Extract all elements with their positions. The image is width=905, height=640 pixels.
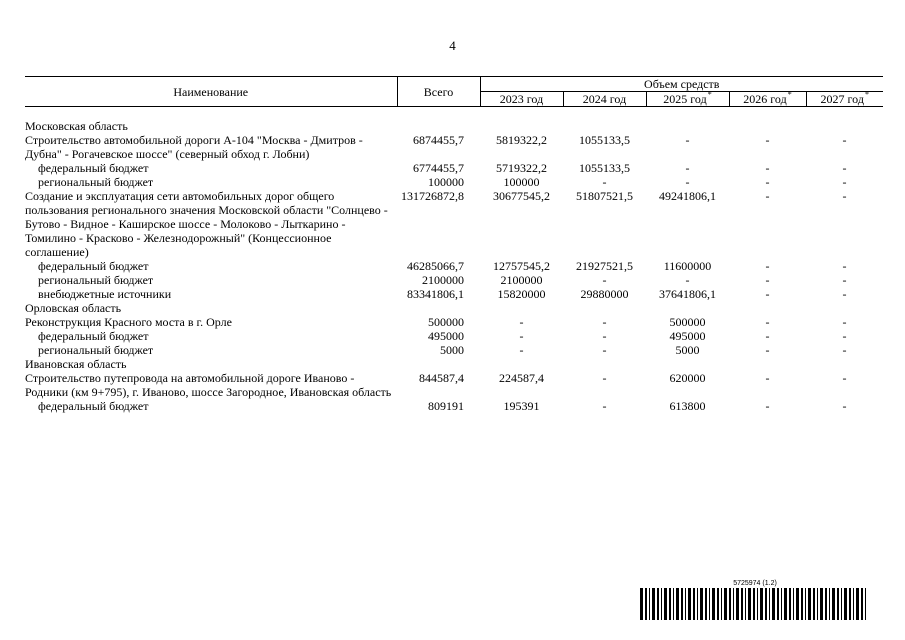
funding-source-row [25,259,883,273]
year-cell: 100000 [503,175,540,189]
funding-source-row [25,287,883,301]
year-header-2026 [729,92,806,107]
year-cell: 29880000 [580,287,629,301]
year-cell: - [842,259,847,273]
footnote-mark: * [707,90,712,99]
year-cell: 195391 [503,399,540,413]
total-cell [397,357,480,371]
total-cell: 83341806,1 [407,287,464,301]
row-label: региональный бюджет [38,273,154,287]
year-cell: - [602,315,607,329]
year-cell: - [842,343,847,357]
year-cell: - [765,273,770,287]
spacer-row [25,107,883,120]
year-cell [729,357,806,371]
total-cell: 844587,4 [419,371,464,385]
year-cell: 5819322,2 [496,133,547,147]
volume-column-header: Объем средств [480,77,883,92]
funding-source-row [25,329,883,343]
total-cell: 6874455,7 [413,133,464,147]
project-row [25,371,883,399]
year-header-2023 [480,92,563,107]
year-cell: - [842,315,847,329]
total-cell [397,119,480,133]
year-cell: - [842,133,847,147]
region-row [25,357,883,371]
year-label: 2027 год [820,92,864,106]
year-cell: - [519,343,524,357]
project-row [25,315,883,329]
project-row [25,133,883,161]
document-stamp [640,580,870,620]
funding-source-row [25,399,883,413]
year-cell: - [765,133,770,147]
funding-table [25,76,883,413]
footnote-mark: * [787,90,792,99]
year-cell: 620000 [669,371,706,385]
row-label: внебюджетные источники [38,287,172,301]
total-cell: 2100000 [422,273,464,287]
year-cell: - [765,399,770,413]
header-row-top [25,77,883,92]
year-cell: 2100000 [500,273,543,287]
year-cell: - [685,273,690,287]
row-label: региональный бюджет [38,343,154,357]
year-cell: - [842,161,847,175]
total-cell: 500000 [428,315,464,329]
year-label: 2026 год [743,92,787,106]
project-row [25,189,883,259]
year-cell: - [602,371,607,385]
region-row [25,119,883,133]
year-cell: - [519,315,524,329]
year-cell: - [685,175,690,189]
year-cell [806,119,883,133]
year-cell: - [765,161,770,175]
year-cell: - [765,329,770,343]
total-cell: 6774455,7 [413,161,464,175]
year-cell: 12757545,2 [493,259,550,273]
year-cell: - [685,161,690,175]
year-cell: 613800 [669,399,706,413]
year-cell: - [765,189,770,203]
row-label: Московская область [25,119,128,133]
total-cell: 131726872,8 [401,189,464,203]
year-cell: - [842,329,847,343]
year-cell [646,301,729,315]
region-row [25,301,883,315]
year-cell: - [685,133,690,147]
year-cell: 500000 [669,315,706,329]
year-label: 2025 год [663,92,707,106]
row-label: федеральный бюджет [38,329,149,343]
year-cell: - [602,329,607,343]
year-cell: 15820000 [497,287,546,301]
year-cell [480,357,563,371]
year-cell: 5000 [675,343,700,357]
year-cell: - [765,287,770,301]
total-cell: 46285066,7 [407,259,464,273]
funding-source-row [25,343,883,357]
year-cell: 11600000 [663,259,712,273]
row-label: Ивановская область [25,357,127,371]
year-cell [480,119,563,133]
year-cell: 30677545,2 [493,189,550,203]
year-cell: - [842,189,847,203]
funding-source-row [25,161,883,175]
year-cell [646,119,729,133]
total-cell: 809191 [428,399,464,413]
total-cell [397,301,480,315]
funding-source-row [25,175,883,189]
year-cell: - [519,329,524,343]
total-cell: 495000 [428,329,464,343]
year-cell: 1055133,5 [579,133,630,147]
year-cell: - [842,371,847,385]
total-cell: 5000 [440,343,464,357]
year-label: 2023 год [499,92,544,106]
row-label: федеральный бюджет [38,259,149,273]
footnote-mark: * [864,90,869,99]
year-cell: 51807521,5 [576,189,633,203]
year-header-2027 [806,92,883,107]
year-cell [563,301,646,315]
year-cell [729,119,806,133]
year-cell: - [765,315,770,329]
row-label: региональный бюджет [38,175,154,189]
year-cell: - [602,399,607,413]
year-cell: - [602,343,607,357]
year-cell [646,357,729,371]
page-number: 4 [449,38,456,53]
year-cell: 21927521,5 [576,259,633,273]
year-cell: - [602,273,607,287]
barcode-icon [640,588,870,620]
year-cell [729,301,806,315]
year-cell: - [602,175,607,189]
year-cell: 495000 [669,329,706,343]
year-cell: - [842,287,847,301]
year-cell: - [765,343,770,357]
stamp-code: 5725974 (1.2) [733,580,777,587]
year-cell: - [765,371,770,385]
year-cell: 224587,4 [499,371,544,385]
year-cell: - [842,175,847,189]
funding-source-row [25,273,883,287]
row-label: федеральный бюджет [38,161,149,175]
row-label: Орловская область [25,301,122,315]
year-cell: 37641806,1 [659,287,716,301]
row-label: Строительство автомобильной дороги А-104 "Москва - Дмитров - Дубна" - Рогачевское шоссе" (северный обход г. Лобни) [25,133,363,161]
year-cell: - [842,399,847,413]
row-label: федеральный бюджет [38,399,149,413]
year-cell [563,357,646,371]
name-column-header: Наименование [25,77,397,107]
year-cell: - [842,273,847,287]
year-cell: - [765,175,770,189]
year-cell [480,301,563,315]
row-label: Реконструкция Красного моста в г. Орле [25,315,232,329]
year-label: 2024 год [582,92,627,106]
row-label: Создание и эксплуатация сети автомобильных дорог общего пользования регионального значения Московской области "Солнцево - Бутово - Видное - Каширское шоссе - Молоково - Лыткарино - Томилино - Красково - Железнодорожный" (Концессионное соглашение) [25,189,388,259]
year-cell: 49241806,1 [659,189,716,203]
row-label: Строительство путепровода на автомобильной дороге Иваново - Родники (км 9+795), г. Иваново, шоссе Загородное, Ивановская область [25,371,392,399]
total-cell: 100000 [428,175,464,189]
year-header-2025 [646,92,729,107]
year-cell [806,357,883,371]
year-cell: - [765,259,770,273]
year-cell: 1055133,5 [579,161,630,175]
year-cell [806,301,883,315]
total-column-header: Всего [397,77,480,107]
year-header-2024 [563,92,646,107]
year-cell [563,119,646,133]
year-cell: 5719322,2 [496,161,547,175]
